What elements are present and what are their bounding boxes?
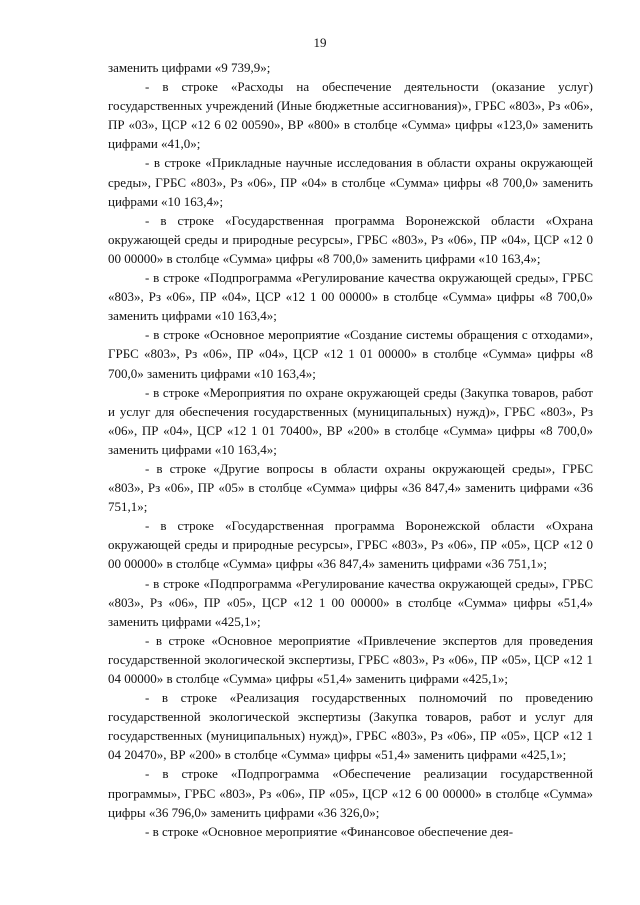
paragraph-item: - в строке «Мероприятия по охране окружающей среды (Закупка товаров, работ и услуг для обеспечения государственных (муниципальных) нужд)», ГРБС «803», Рз «06», ПР «04», ЦСР «12 1 01 70400», ВР «200» в столбце «Сумма» цифры «8 700,0» заменить цифрами «10 163,4»; [108, 384, 593, 457]
paragraph-item: - в строке «Другие вопросы в области охраны окружающей среды», ГРБС «803», Рз «06», ПР «05» в столбце «Сумма» цифры «36 847,4» заменить цифрами «36 751,1»; [108, 460, 593, 515]
paragraph-item: - в строке «Подпрограмма «Регулирование качества окружающей среды», ГРБС «803», Рз «06», ПР «04», ЦСР «12 1 00 00000» в столбце «Сумма» цифры «8 700,0» заменить цифрами «10 163,4»; [108, 270, 593, 324]
paragraph-item: - в строке «Расходы на обеспечение деятельности (оказание услуг) государственных учреждений (Иные бюджетные ассигнования)», ГРБС «803», Рз «06», ПР «03», ЦСР «12 6 02 00590», ВР «800» в столбце «Сумма» цифры «123,0» заменить цифрами «41,0»; [108, 79, 593, 152]
paragraph-item: - в строке «Основное мероприятие «Финансовое обеспечение дея- [145, 823, 514, 839]
paragraph-item: - в строке «Государственная программа Воронежской области «Охрана окружающей среды и природные ресурсы», ГРБС «803», Рз «06», ПР «05», ЦСР «12 0 00 00000» в столбце «Сумма» цифры «36 847,4» заменить цифрами «36 751,1»; [108, 518, 593, 572]
paragraph-item: - в строке «Государственная программа Воронежской области «Охрана окружающей среды и природные ресурсы», ГРБС «803», Рз «06», ПР «04», ЦСР «12 0 00 00000» в столбце «Сумма» цифры «8 700,0» заменить цифрами «10 163,4»; [108, 212, 593, 266]
page-number: 19 [313, 35, 327, 50]
paragraph-item: - в строке «Реализация государственных полномочий по проведению государственной экологической экспертизы (Закупка товаров, работ и услуг для государственных (муниципальных) нужд)», ГРБС «803», Рз «06», ПР «05», ЦСР «12 1 04 20470», ВР «200» в столбце «Сумма» цифры «51,4» заменить цифрами «425,1»; [108, 690, 593, 763]
document-body [108, 58, 593, 841]
paragraph-item: - в строке «Прикладные научные исследования в области охраны окружающей среды», ГРБС «803», Рз «06», ПР «04» в столбце «Сумма» цифры «8 700,0» заменить цифрами «10 163,4»; [108, 155, 593, 209]
paragraph-item: - в строке «Подпрограмма «Обеспечение реализации государственной программы», ГРБС «803», Рз «06», ПР «05», ЦСР «12 6 00 00000» в столбце «Сумма» цифры «36 796,0» заменить цифрами «36 326,0»; [108, 766, 593, 820]
paragraph-continuation: заменить цифрами «9 739,9»; [108, 60, 271, 75]
paragraph-item: - в строке «Основное мероприятие «Создание системы обращения с отходами», ГРБС «803», Рз «06», ПР «04», ЦСР «12 1 01 00000» в столбце «Сумма» цифры «8 700,0» заменить цифрами «10 163,4»; [108, 327, 593, 381]
paragraph-item: - в строке «Подпрограмма «Регулирование качества окружающей среды», ГРБС «803», Рз «06», ПР «05», ЦСР «12 1 00 00000» в столбце «Сумма» цифры «51,4» заменить цифрами «425,1»; [108, 575, 593, 629]
paragraph-item: - в строке «Основное мероприятие «Привлечение экспертов для проведения государственной экологической экспертизы, ГРБС «803», Рз «06», ПР «05», ЦСР «12 1 04 00000» в столбце «Сумма» цифры «51,4» заменить цифрами «425,1»; [108, 632, 593, 686]
